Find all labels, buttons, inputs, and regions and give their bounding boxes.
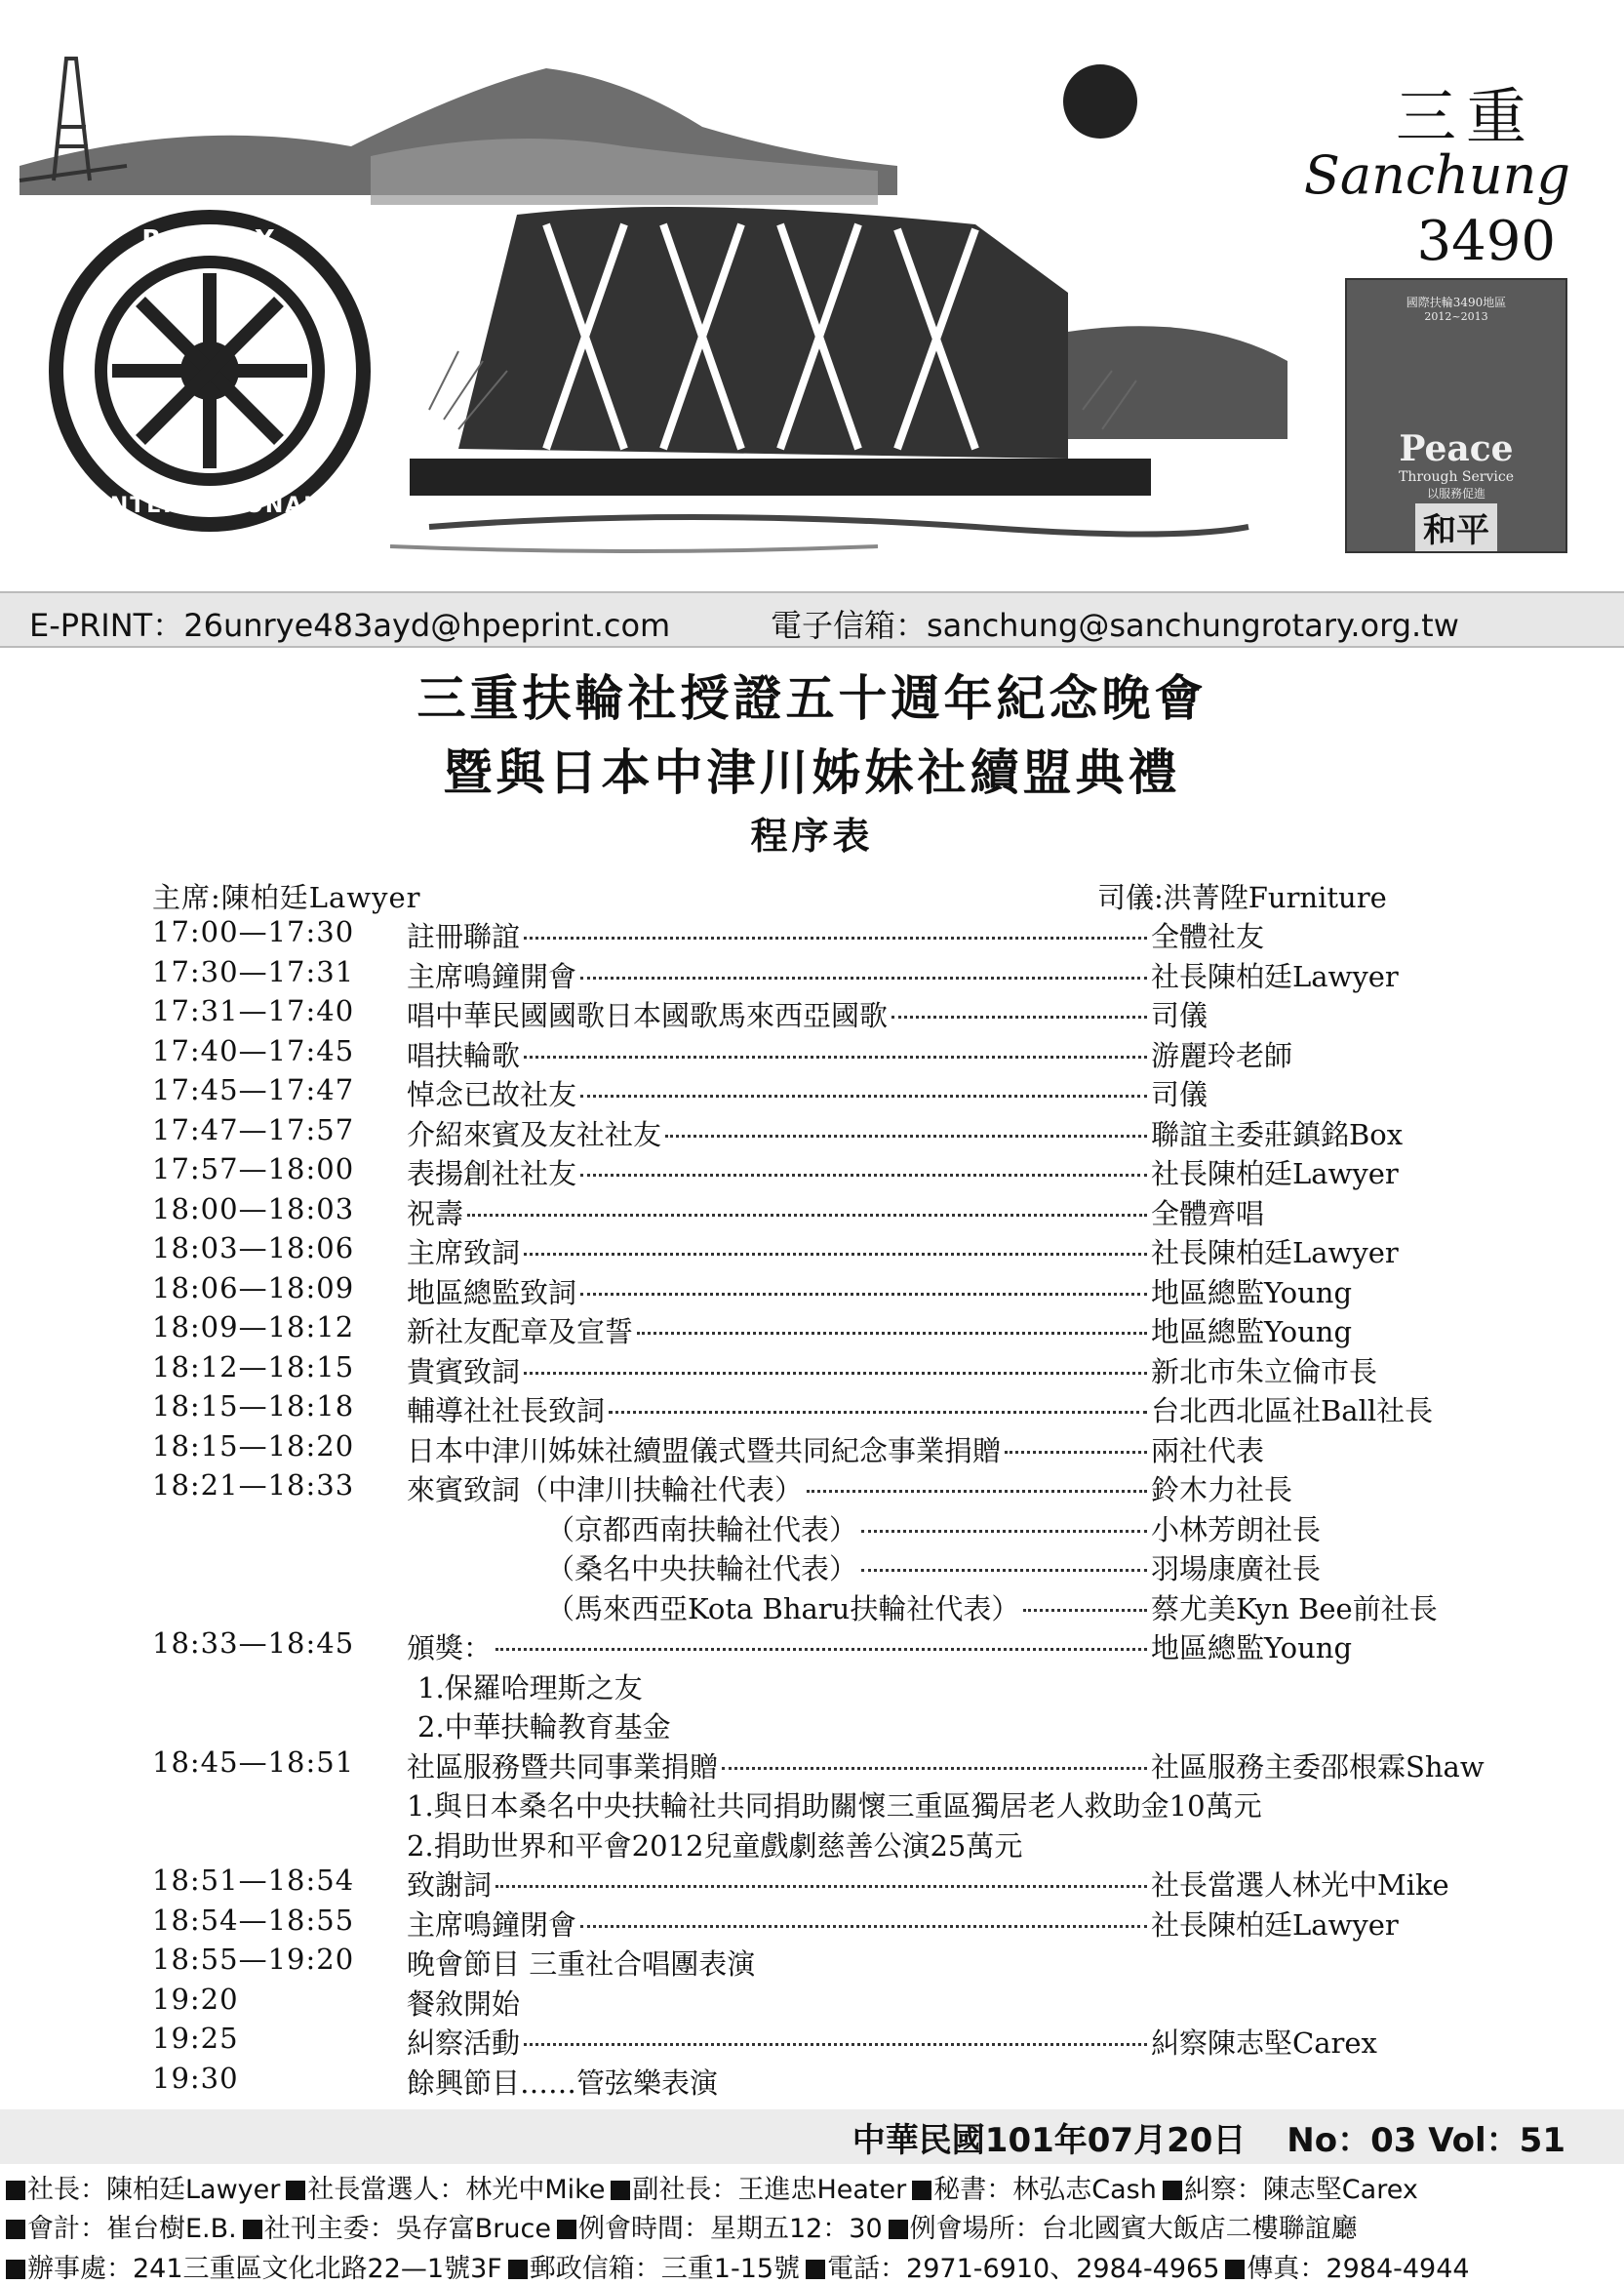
program-event: 來賓致詞（中津川扶輪社代表） (407, 1473, 804, 1506)
leader-dots (467, 1200, 1147, 1217)
program-time: 18:00—18:03 (152, 1191, 355, 1225)
program-event: 頒獎： (407, 1631, 493, 1664)
program-time: 17:45—17:47 (152, 1073, 355, 1106)
program-presenter: 司儀 (1151, 999, 1208, 1032)
footer-item: 辦事處：241三重區文化北路22—1號3F (27, 2254, 502, 2284)
program-presenter: 蔡尤美Kyn Bee前社長 (1151, 1591, 1438, 1625)
program-presenter: 兩社代表 (1151, 1433, 1265, 1467)
program-row (0, 1626, 1624, 1665)
issue-date: 中華民國101年07月20日 (852, 2121, 1247, 2160)
sanchung-chinese: 三重 (1395, 81, 1536, 152)
program-time: 17:00—17:30 (152, 915, 355, 948)
program-row (0, 1983, 1624, 2022)
footer-item: 秘書：林弘志Cash (933, 2175, 1157, 2205)
card-year: 2012~2013 (1424, 310, 1488, 323)
program-row (0, 1508, 1624, 1547)
program-time: 17:40—17:45 (152, 1033, 355, 1067)
program-event: 貴賓致詞 (407, 1354, 521, 1388)
program-row (0, 1666, 1624, 1705)
eprint-address: E-PRINT：26unrye483ayd@hpeprint.com (29, 607, 671, 644)
program-row (0, 1864, 1624, 1903)
program-event: （馬來西亞Kota Bharu扶輪社代表） (546, 1591, 1020, 1625)
program-presenter: 社長陳柏廷Lawyer (1151, 959, 1399, 993)
leader-dots (637, 1318, 1147, 1335)
program-row (0, 1389, 1624, 1428)
title-line-1: 三重扶輪社授證五十週年紀念晚會 (416, 670, 1208, 727)
program-row (0, 1784, 1624, 1824)
program-event: 地區總監致詞 (407, 1275, 577, 1309)
program-time: 18:54—18:55 (152, 1903, 355, 1937)
program-event: 糾察活動 (407, 2026, 521, 2060)
program-time: 18:06—18:09 (152, 1270, 355, 1304)
program-event: 註冊聯誼 (407, 920, 521, 953)
program-row (0, 955, 1624, 994)
program-row (0, 1350, 1624, 1389)
program-row (0, 1192, 1624, 1231)
leader-dots (580, 1911, 1147, 1928)
footer-item: 社長當選人：林光中Mike (307, 2175, 606, 2205)
sun-icon (1063, 64, 1137, 139)
program-presenter: 小林芳朗社長 (1151, 1512, 1322, 1546)
leader-dots (665, 1121, 1147, 1138)
chair: 主席:陳柏廷Lawyer (152, 881, 421, 914)
program-event: 新社友配章及宣誓 (407, 1315, 634, 1348)
program-row (0, 1073, 1624, 1112)
program-time: 18:15—18:20 (152, 1428, 355, 1463)
square-bullet-icon (889, 2220, 908, 2239)
program-time: 17:31—17:40 (152, 994, 355, 1027)
program-event: 致謝詞 (407, 1868, 493, 1902)
program-event: 餐敘開始 (407, 1986, 521, 2021)
program-event: 1.保羅哈理斯之友 (417, 1670, 643, 1704)
program-row (0, 1904, 1624, 1943)
program-row (0, 1152, 1624, 1191)
card-peace: Peace (1399, 428, 1514, 469)
rotary-wheel-icon (49, 210, 371, 532)
program-row (0, 1429, 1624, 1468)
program-event: 社區服務暨共同事業捐贈 (407, 1749, 719, 1784)
square-bullet-icon (508, 2260, 528, 2279)
program-time: 19:20 (152, 1982, 239, 2016)
leader-dots (580, 1081, 1147, 1098)
card-heping: 和平 (1415, 503, 1497, 551)
program-presenter: 地區總監Young (1151, 1631, 1353, 1664)
leader-dots (580, 1160, 1147, 1177)
program-time: 18:33—18:45 (152, 1626, 355, 1660)
footer-item: 社刊主委：吳存富Bruce (263, 2214, 551, 2244)
bridge-icon (390, 207, 1287, 551)
district-number: 3490 (1416, 210, 1556, 273)
mountain-shape-light (371, 139, 878, 205)
program-event: 悼念已故社友 (407, 1078, 577, 1111)
program-presenter: 地區總監Young (1151, 1275, 1353, 1309)
program-row (0, 1113, 1624, 1152)
leader-dots (495, 1871, 1147, 1888)
program-presenter: 社長當選人林光中Mike (1151, 1868, 1449, 1902)
program-time: 17:30—17:31 (152, 954, 355, 988)
program-row (0, 1034, 1624, 1073)
program-time: 17:47—17:57 (152, 1112, 355, 1146)
program-event: 輔導社社長致詞 (407, 1394, 606, 1427)
program-event: 1.與日本桑名中央扶輪社共同捐助關懷三重區獨居老人救助金10萬元 (407, 1789, 1262, 1823)
leader-dots (495, 1634, 1147, 1651)
program-event: 主席鳴鐘閉會 (407, 1907, 577, 1942)
square-bullet-icon (611, 2181, 630, 2200)
program-event: 唱中華民國國歌日本國歌馬來西亞國歌 (407, 999, 889, 1032)
program-row (0, 1824, 1624, 1864)
card-district: 國際扶輪3490地區 (1406, 296, 1507, 309)
program-row (0, 1271, 1624, 1310)
program-row (0, 1705, 1624, 1744)
program-presenter: 社長陳柏廷Lawyer (1151, 1907, 1399, 1942)
program-event: （京都西南扶輪社代表） (546, 1512, 858, 1546)
title-line-2: 暨與日本中津川姊妹社續盟典禮 (443, 744, 1181, 801)
footer-line-office (0, 2247, 1624, 2285)
program-event: 日本中津川姊妹社續盟儀式暨共同紀念事業捐贈 (407, 1433, 1002, 1467)
peace-through-service-card (1345, 278, 1567, 553)
program-event: 表揚創社社友 (407, 1157, 577, 1190)
program-event: 主席鳴鐘開會 (407, 959, 577, 993)
svg-text:INTERNATIONAL: INTERNATIONAL (99, 494, 320, 518)
program-time: 19:25 (152, 2022, 239, 2055)
issue-info (852, 2113, 1565, 2161)
program-time: 18:51—18:54 (152, 1864, 355, 1897)
square-bullet-icon (1225, 2260, 1245, 2279)
program-row (0, 1231, 1624, 1270)
program-time: 17:57—18:00 (152, 1152, 355, 1185)
leader-dots (524, 1042, 1147, 1059)
program-event: 介紹來賓及友社社友 (407, 1117, 662, 1151)
footer-line-officers (0, 2168, 1624, 2206)
card-through-service: Through Service (1398, 469, 1514, 485)
square-bullet-icon (243, 2220, 262, 2239)
square-bullet-icon (557, 2220, 576, 2239)
leader-dots (524, 1239, 1147, 1256)
program-presenter: 司儀 (1151, 1078, 1208, 1111)
square-bullet-icon (806, 2260, 825, 2279)
footer-item: 糾察：陳志堅Carex (1183, 2175, 1418, 2205)
program-presenter: 新北市朱立倫市長 (1151, 1354, 1378, 1388)
footer-item: 社長：陳柏廷Lawyer (27, 2175, 281, 2205)
program-time: 18:03—18:06 (152, 1231, 355, 1264)
footer-line-meeting (0, 2207, 1624, 2245)
svg-text:ROTARY: ROTARY (141, 225, 278, 255)
program-event: 祝壽 (407, 1196, 464, 1230)
program-presenter: 糾察陳志堅Carex (1151, 2026, 1377, 2060)
program-presenter: 羽場康廣社長 (1151, 1552, 1322, 1585)
program-row (0, 2022, 1624, 2061)
program-event: 主席致詞 (407, 1236, 521, 1269)
program-time: 18:45—18:51 (152, 1744, 355, 1779)
program-event: （桑名中央扶輪社代表） (546, 1552, 858, 1585)
program-presenter: 社長陳柏廷Lawyer (1151, 1157, 1399, 1190)
footer-item: 副社長：王進忠Heater (632, 2175, 907, 2205)
square-bullet-icon (6, 2181, 25, 2200)
leader-dots (580, 963, 1147, 980)
program-row (0, 1745, 1624, 1784)
program-event: 2.中華扶輪教育基金 (417, 1710, 671, 1744)
program-row (0, 1310, 1624, 1349)
leader-dots (1005, 1437, 1147, 1454)
email-address: 電子信箱：sanchung@sanchungrotary.org.tw (771, 607, 1459, 644)
footer-item: 例會場所：台北國賓大飯店二樓聯誼廳 (909, 2214, 1358, 2244)
leader-dots (722, 1753, 1147, 1770)
leader-dots (891, 1002, 1147, 1019)
program-time: 19:30 (152, 2061, 239, 2095)
issue-number: No：03 Vol：51 (1287, 2121, 1565, 2160)
leader-dots (524, 1358, 1147, 1375)
program-presenter: 聯誼主委莊鎮銘Box (1151, 1117, 1404, 1151)
program-time: 18:55—19:20 (152, 1943, 355, 1976)
footer-item: 郵政信箱：三重1-15號 (529, 2254, 801, 2284)
program-row (0, 915, 1624, 954)
footer-item: 傳真：2984-4944 (1247, 2254, 1470, 2284)
program-presenter: 鈴木力社長 (1151, 1473, 1293, 1506)
master-of-ceremonies: 司儀:洪菁陞Furniture (1097, 881, 1387, 914)
program-time: 18:09—18:12 (152, 1310, 355, 1343)
leader-dots (1023, 1595, 1147, 1612)
program-presenter: 全體社友 (1151, 920, 1265, 953)
square-bullet-icon (286, 2181, 305, 2200)
program-row (0, 994, 1624, 1033)
program-row (0, 1943, 1624, 1982)
card-small-text: 以服務促進 (1426, 487, 1485, 501)
leader-dots (580, 1279, 1147, 1296)
leader-dots (807, 1476, 1147, 1493)
program-row (0, 1547, 1624, 1586)
program-row (0, 1587, 1624, 1626)
program-presenter: 全體齊唱 (1151, 1196, 1265, 1230)
leader-dots (524, 2029, 1147, 2046)
footer-item: 會計：崔台樹E.B. (27, 2214, 237, 2244)
square-bullet-icon (6, 2220, 25, 2239)
contact-bar (0, 591, 1624, 648)
footer-item: 例會時間：星期五12：30 (577, 2214, 883, 2244)
roles-row (0, 876, 1624, 915)
program-row (0, 1468, 1624, 1507)
program-time: 18:15—18:18 (152, 1389, 355, 1423)
program-event: 餘興節目……管弦樂表演 (407, 2065, 719, 2100)
leader-dots (524, 923, 1147, 940)
program-event: 晚會節目 三重社合唱團表演 (407, 1947, 756, 1981)
program-event: 唱扶輪歌 (407, 1038, 521, 1072)
square-bullet-icon (6, 2260, 25, 2279)
square-bullet-icon (1163, 2181, 1182, 2200)
leader-dots (861, 1555, 1147, 1572)
program-event: 2.捐助世界和平會2012兒童戲劇慈善公演25萬元 (407, 1828, 1023, 1863)
program-presenter: 台北西北區社Ball社長 (1151, 1394, 1434, 1427)
sanchung-english: Sanchung (1303, 144, 1570, 206)
leader-dots (861, 1516, 1147, 1533)
program-row (0, 2062, 1624, 2101)
program-heading: 程序表 (750, 815, 874, 858)
program-presenter: 地區總監Young (1151, 1315, 1353, 1348)
program-presenter: 游麗玲老師 (1151, 1038, 1293, 1072)
program-time: 18:21—18:33 (152, 1468, 355, 1502)
square-bullet-icon (912, 2181, 931, 2200)
program-time: 18:12—18:15 (152, 1349, 355, 1383)
program-presenter: 社區服務主委邵根霖Shaw (1151, 1749, 1485, 1784)
leader-dots (609, 1397, 1147, 1414)
footer-item: 電話：2971-6910、2984-4965 (827, 2254, 1220, 2284)
program-presenter: 社長陳柏廷Lawyer (1151, 1236, 1399, 1269)
